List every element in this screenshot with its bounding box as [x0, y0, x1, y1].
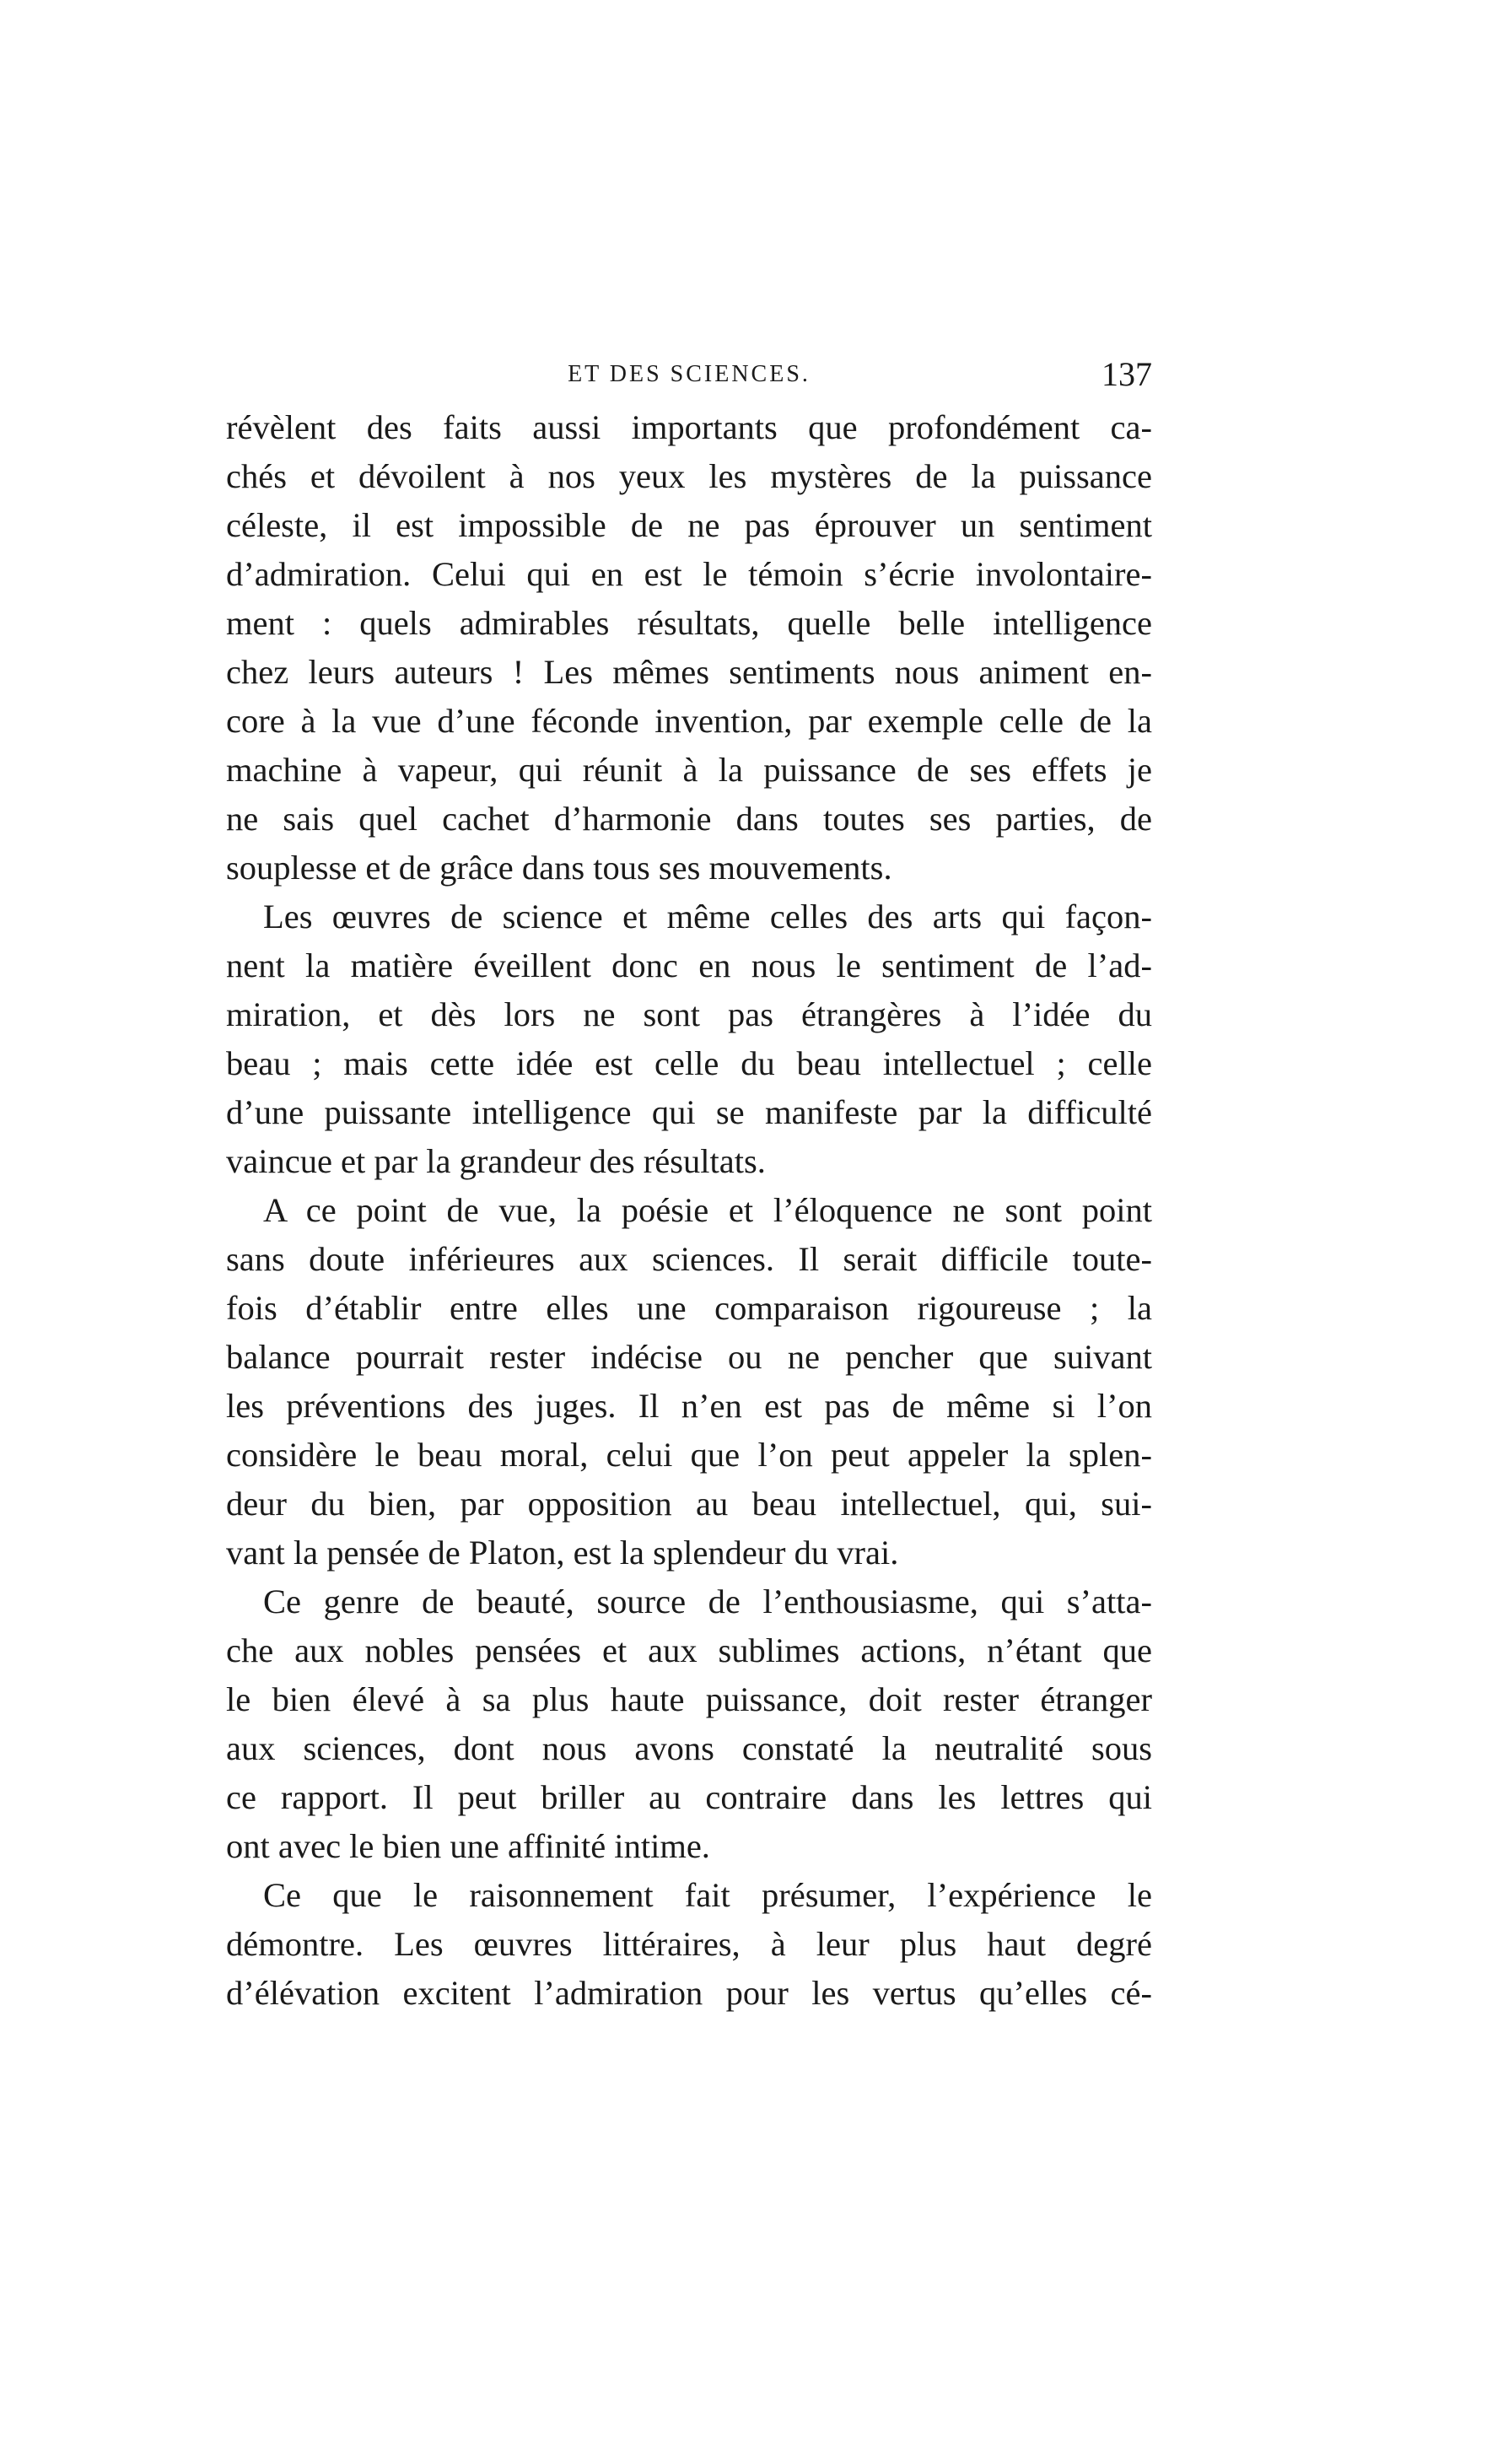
running-head: [226, 354, 1152, 405]
text-line: che aux nobles pensées et aux sublimes actions, n’étant que: [226, 1631, 1152, 1669]
text-line: les préventions des juges. Il n’en est pas de même si l’on: [226, 1387, 1152, 1425]
body-text: [226, 403, 1152, 2018]
text-line: ont avec le bien une affinité intime.: [226, 1827, 710, 1865]
text-line: chez leurs auteurs ! Les mêmes sentiments nous animent en-: [226, 653, 1152, 691]
text-line: balance pourrait rester indécise ou ne pencher que suivant: [226, 1338, 1152, 1376]
text-line: Les œuvres de science et même celles des arts qui façon-: [263, 898, 1152, 935]
text-line: considère le beau moral, celui que l’on peut appeler la splen-: [226, 1436, 1152, 1474]
text-line: ne sais quel cachet d’harmonie dans toutes ses parties, de: [226, 800, 1152, 838]
text-line: deur du bien, par opposition au beau intellectuel, qui, sui-: [226, 1485, 1152, 1523]
paragraph-5: [226, 1871, 1152, 2018]
running-title: ET DES SCIENCES.: [568, 361, 811, 387]
text-line: Ce genre de beauté, source de l’enthousiasme, qui s’atta-: [263, 1582, 1152, 1620]
text-line: ment : quels admirables résultats, quelle belle intelligence: [226, 604, 1152, 642]
text-line: chés et dévoilent à nos yeux les mystères de la puissance: [226, 457, 1152, 495]
text-line: machine à vapeur, qui réunit à la puissance de ses effets je: [226, 751, 1152, 789]
text-line: vaincue et par la grandeur des résultats.: [226, 1142, 766, 1180]
paragraph-1: [226, 403, 1152, 892]
text-line: ce rapport. Il peut briller au contraire dans les lettres qui: [226, 1778, 1152, 1816]
text-line: aux sciences, dont nous avons constaté la neutralité sous: [226, 1729, 1152, 1767]
text-line: core à la vue d’une féconde invention, par exemple celle de la: [226, 702, 1152, 740]
text-line: d’élévation excitent l’admiration pour les vertus qu’elles cé-: [226, 1974, 1152, 2012]
paragraph-4: [226, 1577, 1152, 1871]
text-line: nent la matière éveillent donc en nous le sentiment de l’ad-: [226, 946, 1152, 984]
text-line: fois d’établir entre elles une comparaison rigoureuse ; la: [226, 1289, 1152, 1327]
text-line: Ce que le raisonnement fait présumer, l’expérience le: [263, 1876, 1152, 1914]
text-line: A ce point de vue, la poésie et l’éloquence ne sont point: [263, 1191, 1152, 1229]
text-line: souplesse et de grâce dans tous ses mouvements.: [226, 849, 892, 887]
text-line: miration, et dès lors ne sont pas étrangères à l’idée du: [226, 995, 1152, 1033]
text-line: démontre. Les œuvres littéraires, à leur plus haut degré: [226, 1925, 1152, 1963]
text-line: vant la pensée de Platon, est la splendeur du vrai.: [226, 1534, 899, 1572]
text-line: d’admiration. Celui qui en est le témoin s’écrie involontaire-: [226, 555, 1152, 593]
paragraph-2: [226, 892, 1152, 1186]
text-line: le bien élevé à sa plus haute puissance, doit rester étranger: [226, 1680, 1152, 1718]
text-line: sans doute inférieures aux sciences. Il serait difficile toute-: [226, 1240, 1152, 1278]
page-number: 137: [1101, 355, 1152, 393]
text-line: révèlent des faits aussi importants que profondément ca-: [226, 408, 1152, 446]
text-line: beau ; mais cette idée est celle du beau intellectuel ; celle: [226, 1044, 1152, 1082]
text-line: d’une puissante intelligence qui se manifeste par la difficulté: [226, 1093, 1152, 1131]
text-line: céleste, il est impossible de ne pas éprouver un sentiment: [226, 506, 1152, 544]
paragraph-3: [226, 1186, 1152, 1577]
